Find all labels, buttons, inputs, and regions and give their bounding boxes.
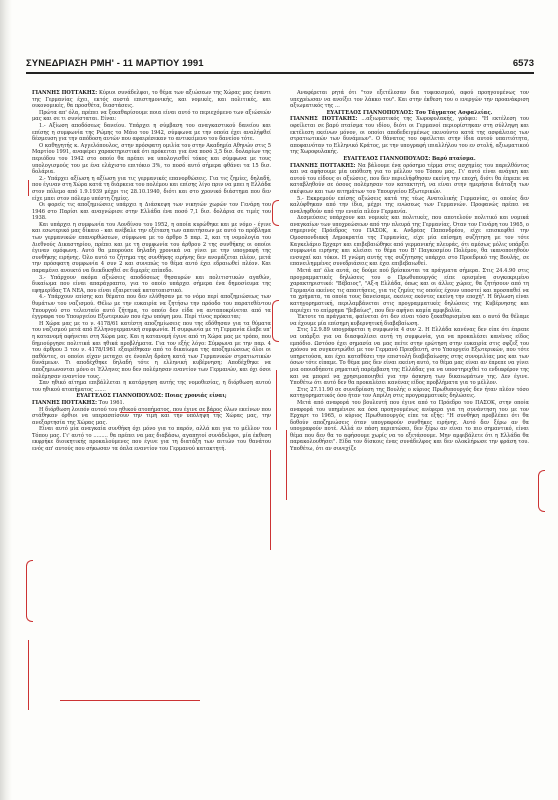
speaker-heading: ΕΥΑΓΓΕΛΟΣ ΓΙΑΝΝΟΠΟΥΛΟΣ: Ποιας χρονιάς είναι; [76, 393, 227, 400]
paragraph-text: Η Χώρα μας με το ν. 4178/61 κατέστη αποζημίωσεις που της εδόθησαν για τα θύματα του ναζισμού μετά από Ελληνογερμανική συμφωνία. Η συμφωνία με τη Γερμανία έλαβε υπ' η κατανομή αφήνεται στη Χώρα μας. Και η κατανομή έγινε από τη Χώρα μας με τρόπο, που δημιούργησε πολιτικά και ηθικά προβλήματα. Για τον εξής λόγο: Σύμφωνα με την παρ. 4 του άρθρου 3 του ν. 4178/1961 εξαιρέθηκαν από το δικαίωμα της αποζημιώσεως όλοι οι παθόντες, οι οποίοι είχαν μεταχει σε ένοπλη δράση κατά των Γερμανικών στρατιωτικών δυνάμεων. Τι αποδέχθηκε δηλαδή τότε η ελληνική κυβέρνηση; Αποδέχθηκε να αποζημιωνονται μόνο οι Έλληνες που δεν πολέμησαν εναντίον των Γερμανών, και όχι όσοι πολέμησαν εναντίον τους. [32, 320, 271, 380]
margin-annotation-line [270, 450, 271, 550]
margin-annotation-line [28, 640, 29, 710]
paragraph [32, 90, 271, 110]
paragraph-text: Να βάλουμε ένα ορόσημο τέρμα στις ασχημίες του παρελθόντος και να αφήσουμε μία υπόθεση για το μέλλον του Τόπου μας. Γι' αυτό είναι ανάγκη και αυτού του είδους οι αξιώσεις, που δεν περιελήφθησαν εκείνη την εποχή, διότι θα έπρεπε να καταβληθούν σε όσους πολέμησαν τον κατακτητή, να είναι στην ημερήσια διάταξη των σκέψεων και των αιτημάτων του Υπουργείου Εξωτερικών. [290, 162, 529, 195]
left-column [32, 90, 271, 453]
paragraph [290, 327, 529, 386]
speaker-name: ΓΙΑΝΝΗΣ ΠΟΤΤΑΚΗΣ: [32, 399, 97, 406]
paragraph-text: Η διόρθωση λοιπόν αυτού του ηθικού ατοπήματος, που έγινε σε βάρος όλων εκείνων που στάθηκαν όρθιοι να υπερασπίσουν την τιμή και την υπόληψη της Χώρας μας, την ανεξαρτησία της Χώρας μας. [32, 406, 271, 426]
paragraph-text: Στις 12.9.89 υπογράφεται η συμφωνία 4 συν 2. Η Ελλάδα κανένας δεν είπε ότι έπρεπε να υπάρξει για να διασφαλίσει αυτή τη συμφωνία, για να προκαλέσει κανένας είδος εμπόδιο. Ωστόσο έχει σημασία να μας πείτε στην ερώτηση στην ευκαιρία στις σφζεξ του χρόνου να συγκεντρώθεί με τον Γερμανό Πρεσβευτή, στο Υπουργείο Εξωτερικών, που τότε υπηρετούσα, και έχει καταθέσει την επιστολή διαβεβαίωσης στης συνομιλίας μας και των όσων τότε είπαμε. Το θέμα μας δεν είναι εκείνη αυτό, το θέμα μας είναι αν έπρεπε να γίνει μια οποιαδήποτε ρηματική παρέμβαση της Ελλάδας για να υποστηριχθεί το ενδιαφέρον της και να μπορεί να χρησιμοποιηθεί για την άσκηση των δικαιωμάτων της. Δεν έγινε. Υποθέτω ότι αυτό δεν θα προκαλέσει κανένας είδος προβλήματα για το μέλλον. [290, 327, 529, 387]
paragraph [32, 143, 271, 176]
paragraph-text: Στις 27.11.90 σε συνεδρίαση της Βουλής ο κύριος Πρωθυπουργός δεν ήταν πλέον τόσο κατηγορηματικός όσο ήταν τον Απρίλη στις προγραμματικές δηλώσεις. [290, 386, 529, 400]
paragraph [290, 116, 529, 156]
speaker-heading: ΕΥΑΓΓΕΛΟΣ ΓΙΑΝΝΟΠΟΥΛΟΣ: Βαρύ πταίσμα. [343, 155, 476, 162]
paragraph-text: 1.- Αξίωση αποδόσεως δανείου. Υπάρχει η σύμβαση του αναγκαστικού δανείου και επίσης η συμφωνία της Ρώμης το Μάιο του 1942, σύμφωνα με την οποία έχει αναλήφθεί δέσμευση για την απόδοση αυτών που αφαιρέσεκαν το αντικείμενο του δανείου τότε. [32, 122, 271, 143]
paragraph [290, 196, 529, 216]
paragraph-text: Μετά απ' όλα αυτά, ας δούμε πού βρίσκονται τα πράγματα σήμερα. Στις 24.4.90 στις προγραμματικές δηλώσεις του ο Πρωθυπουργός είπε ορισμένα συγκεκριμένο χαρακτηριστικό: "Βέβαιος", "Αξ-η Ελλάδα, όπως και οι άλλες χώρες, θα ζητήσουν από τη Γερμανία εκείνες τις απαιτήσεις, για τις ζημίες τις οποίες έχουν υποστεί και προσπαθεί να τα χρήματα, τα οποία τους δανείσαμε, εκείνες εκόντες εκείνη την εποχή". Η δήλωση είναι κατηγορηματική, περιλαμβάνεται στις προγραμματικές δηλώσεις της Κυβέρνησης και περιέχει το επίρρημα "βεβαίως", που δεν αφήνει καμία αμφιβολία. [290, 268, 529, 314]
margin-annotation-bracket [272, 300, 279, 342]
paragraph [32, 123, 271, 143]
margin-annotation-bracket [272, 200, 279, 226]
page-number: 6573 [512, 58, 534, 69]
paragraph-text: Μετά από αναφορά του βουλευτή που έγινε από το Πρόεδρο του ΠΑΣΟΚ, στην οποία αναφορά του υπημένισε κα όσα προηγουμένως ανέφερα για τη συνάντηση του με τον Ερχαρτ το 1965, ο κύριος Πρωθυπουργός είπε τα εξής: "Η συνθήκη προβλέπει ότι θα δοθούν αποζημιώσεις όταν υπογραφούν συνθήκες ειρήνης. Αυτό δεν ξέρω αν θα υπογραφούν ποτέ. Αλλά εν πάση περιπτώσει, δεν ξέρω αν είναι το πιο σημαντικό, είναι θέμα που δεν θα το αφήσουμε χωρίς να το εξετάσουμε. Μην αμφιβάλετε ότι η Ελλάδα θα παρακολουθήσει". Είδα τον δίσκοις ένας συνάδελφος και δεν ολοκλήρωσε την φράση του. Υποθέτω, ότι αν συνεχίζε [290, 399, 529, 453]
session-title: ΣΥΝΕΔΡΙΑΣΗ ΡΜΗ' - 11 ΜΑΡΤΙΟΥ 1991 [26, 58, 204, 69]
paragraph [290, 268, 529, 314]
paragraph-text: Σαν ηθικό αίτημα επιβάλλεται η κατάργηση αυτής της νομοθεσίας, η διόρθωση αυτού του ηθικού ατοπήματος ....... [32, 380, 271, 393]
paragraph [290, 90, 529, 110]
underline-annotation [120, 412, 220, 413]
paragraph-text: Ο καθηγητής κ. Αγγελόπουλος, στην πρόσφατη ομιλία του στην Ακαδημία Αθηνών στις 5 Μαρτίου 1991, αναφέρει χαρακτηριστικά ότι πρόκειται για ένα ποσό 3,5 δισ. δολαρίων της περιόδου του 1942 στο οποίο θα πρέπει να υπολογισθεί τόκος και σύμφωνα με τους υπολογισμούς του με ένα ελάχιστο επιτόκιο 3%, το ποσό αυτό σήμερα φθάνει τα 15 δισ. δολάρια. [32, 142, 271, 176]
paragraph-text: Πρώτα απ' όλα, πρέπει να ξεκαθαρίσουμε ποια είναι αυτό το περιεχόμενο των αξιώσεών μας και σε τι συνίσταται. Είναι: [32, 109, 271, 123]
paragraph [32, 426, 271, 452]
margin-annotation-line [28, 180, 29, 196]
underline-annotation [60, 700, 200, 701]
paragraph-text: Είναι αυτό μία αναγκαία συνθήκη όχι μόνο για το παρόν, αλλά και για το μέλλον του Τόπου μας. Γι' αυτό το ......... θα πρέπει να μας διαβάσω, αγαπητοί συνάδελφοι, μία έκθεση εκφρήκε διοικητικής προκαλούμενες που έγινε για τη διατάξη των αιτιών του θανάτου ενός απ' αυτούς που σήκωσαν τα όπλα εναντίον του Γερμανού κατακτητή. [32, 426, 271, 453]
paragraph [32, 294, 271, 320]
paragraph-text: Έκτοτε τα πράγματα, φαίνεται ότι δεν είναι τόσο ξεκαθαρισμένα και ο αυτό θα θέλαμε να έχουμε μία επίσημη κυβερνητική διαβεβαίωση. [290, 314, 529, 327]
margin-annotation-bracket [26, 560, 33, 622]
paragraph [290, 400, 529, 453]
paragraph [290, 387, 529, 400]
paragraph-text: Κύριοι συνάδελφοι, το θέμα των αξιώσεων της Χώρας μας έναντι της Γερμανίας έχει, εκτός αυστά επιστημονικής, και νομικές, και πολιτικές, και οικονομικές, θα προσθέτα, διαστάσεις. [32, 90, 271, 110]
margin-annotation-bracket [538, 470, 545, 512]
right-column [290, 90, 529, 453]
paragraph-text: 3.- Υπάρχουν ακόμα αξιώσεις αποδόσεως θησαυρών και πολιτιστικών αγαθών, δικαίωμα που είναι απαράγραπτο, για το οποίο υπάρχει σήμερα ένα δημοσίευμα της εφημερίδας ΤΑ ΝΕΑ, που είναι εξαιρετικά κατατοπιστικό. [32, 274, 271, 294]
paragraph [32, 222, 271, 275]
paragraph [290, 215, 529, 268]
speaker-name: ΓΙΑΝΝΗΣ ΠΟΤΤΑΚΗΣ: [290, 162, 356, 169]
paragraph [32, 380, 271, 393]
header-rule [26, 72, 534, 74]
paragraph [32, 400, 271, 407]
paragraph-text: 5.- Εκκρεμούν επίσης αξιώσεις κατά της τέως Ανατολικής Γερμανίας, οι οποίες δεν καλύφθηκαν από την ίδια, μέχρι της ενώσεως των Γερμανιών. Προφανώς πρέπει να αναληφθούν από την ενιαία πλέον Γερμανία. [290, 195, 529, 215]
page-header [26, 58, 534, 72]
paragraph-text: ...αξιωματικός της Χωροφυλακής, γράφει: "Η εκτέλεση του οφείλεται σε βαρύ πταίσμα του ιδίου, διότι οι Γερμανοί περιορίστηκαν στη σύλληψη και εκτέλεση εκείνων μόνον, οι οποίοι αποδεδειγμένως εκινούντο κατά της ασφάλειας των στρατιωτικών των δυνάμεων". Ο θάνατος του οφείλεται στην ίδια αυτού υπαιτιότητα, αποφαινόταν το Ελληνικό Κράτος, με την υπογραφή ιπιαλλήλου του εν στολή, αξιωματικού της Χωροφυλακής. [290, 116, 529, 156]
speaker-heading: ΕΥΑΓΓΕΛΟΣ ΓΙΑΝΝΟΠΟΥΛΟΣ: Του Τάγματος Ασφαλείας. [326, 109, 493, 116]
paragraph [290, 314, 529, 327]
scan-edge-shadow [0, 0, 12, 800]
paragraph [32, 407, 271, 427]
paragraph [32, 202, 271, 222]
paragraph [32, 275, 271, 295]
speaker-name: ΓΙΑΝΝΗΣ ΠΟΤΤΑΚΗΣ: [32, 90, 98, 96]
paragraph [32, 110, 271, 123]
paragraph-text: 2.- Υπάρχει αξίωση η αξίωση για τις γερμανικές επανορθώσεις. Για τις ζημίες, δηλαδή, που έγιναν στη Χώρα κατά τη διάρκεια του πολέμου και επίσης λίγο πριν να μπει η Ελλάδα στον πόλεμο από 1.9.1939 μέχρι τις 28.10.1940, διότι και στο χρονικό διάστημα που δεν είχε μπει στον πόλεμο υπέστη ζημίες. [32, 175, 271, 202]
speaker-name: ΓΙΑΝΝΗΣ ΠΟΤΤΑΚΗΣ: [290, 116, 358, 123]
margin-annotation-line [276, 370, 277, 430]
paragraph-text: 4.- Υπάρχουν επίσης και θέματα που δεν ελύθησαν με το νόμο περί αποζημιώσεως των θυμάτων του ναζισμού. Θέλω με την ευκαιρία να ζητήσω την πρόοδο του παρατεθέντου Υπουργού στο τελευταίο αυτό ζήτημα, το οποίο δεν είδα να ανταποκρίνεται από τα έγγραφα του Υπουργείου Εξωτερικών που έχω υπόψη μου. Περί τίνος πρόκειται; [32, 294, 271, 321]
paragraph-text: Αναφέρεται ρητά ότι "τον εξετέλεσαν δια τυφεκισμού, αφού προηγουμένως τον υπεχρέωσαν να ανοίξει τον λάκκο του". Και στην έκθεση του ο ενεργών την προανάκριση αξιωματικός της ... [290, 90, 529, 110]
paragraph-text: Του 1961. [98, 399, 125, 406]
paragraph [32, 321, 271, 380]
paragraph [32, 176, 271, 202]
paragraph-text: Οι φορείς τις αποζημιώσεις υπάρχει η Διάσκεψη των νικητών χωρών τον Γενάρη του 1946 στο Παρίσι και αναγνώρισε στην Ελλάδα ένα ποσό 7,1 δισ. δολάρια σε τιμές του 1938. [32, 202, 271, 222]
paragraph [290, 163, 529, 196]
margin-annotation-line [286, 430, 287, 500]
paragraph-text: Δεσμεύσεις υπάρχουν και νομικές και πολιτικές, που αποτελούν πολιτικό και νομικά αναγκαίων των υποχρεώσεων από την πλευρά της Γερμανίας. Όταν τον Γενάρη του 1965, ο σημερινός Πρόεδρος του ΠΑΣΟΚ, κ. Ανδρέας Παπανδρέου, είχε επισκεφθεί την Ομοσπονδιακή Δημοκρατία της Γερμανίας, είχε μία επίσημη συζήτηση με τον τότε Καγκελάριο Ερχαρτ και επιβεβαιώθηκε από γερμανικής πλευράς, ότι αμέσως μόλις υπάρξει συμφωνία ειρήνης και κλείσει το θέμα του Β' Παγκοσμίου Πολέμου, θα ικανοποιηθούν ενσυχαί και τόκοι. Η γνώμη αυτής της συζήτησης υπάρχει στο Προεδρικό της Βουλής, σε επανειλημμένες συνεδριάσεις και έχει επιβεβαιωθεί. [290, 215, 529, 268]
paragraph-text: Και υπάρχει η συμφωνία του Λονδίνου του 1952, η οποία κυρώθηκε και με νόμο - έγινε και εσωτερικό μας δίκαιο - και ανέβαλε την εξέταση των απαιτήσεων με αυτό το πρόβλημα των γερμανικών επανορθώσεων, σύμφωνα με το άρθρο 5 παρ. 2, και τη νομολογία του Διεθνούς Δικαστηρίου, πρέπει και με τη συμφωνία του άρθρου 2 της συνθήκης οι οποίοι έγιναν ομόφωνη. Αυτό θα μπορούσε δηλαδή χρονικά να γίνει με την υπογραφή της συνθήκης ειρήνης. Όλο αυτό το ζήτημα της συνθήκης ειρήνης δεν ανομάζεται πλέον, μετά την πρόσφατη συμφωνία 4 συν 2 και συνεπώς το θέμα αυτό έχει εδραιωθεί πλέον. Και παραμένει ανοικτό να διεκδικηθεί σε διμερές επίπεδο. [32, 221, 271, 275]
